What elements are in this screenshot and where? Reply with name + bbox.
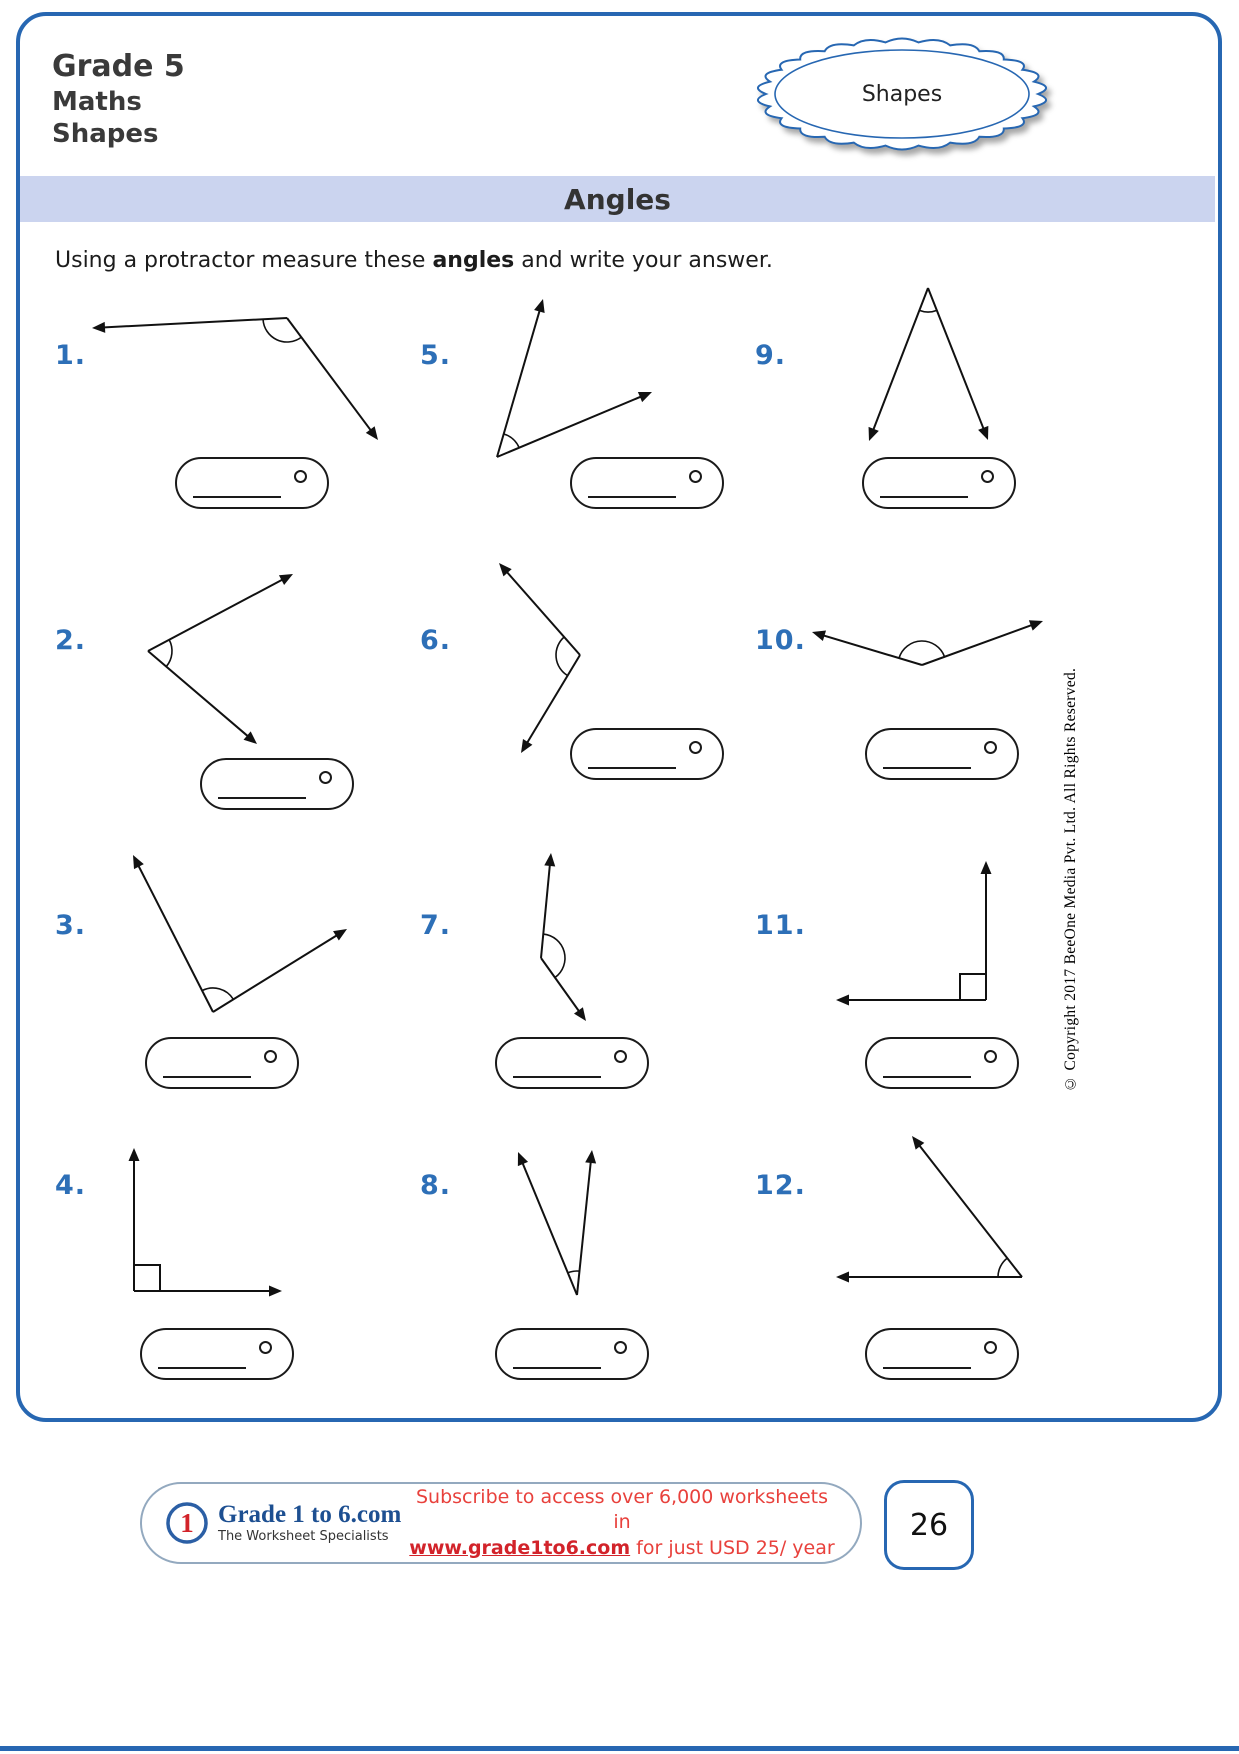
answer-blank	[495, 1037, 649, 1089]
degree-icon	[614, 1341, 627, 1354]
angle-item	[405, 560, 765, 835]
degree-icon	[984, 741, 997, 754]
angle-item	[405, 1130, 765, 1405]
answer-line	[158, 1367, 246, 1369]
answer-blank	[200, 758, 354, 810]
logo-name: Grade 1 to 6.com	[218, 1501, 402, 1529]
topic-label: Shapes	[52, 119, 159, 149]
angle-item	[750, 560, 1110, 835]
answer-blank	[865, 728, 1019, 780]
grade1to6-logo-icon	[164, 1500, 210, 1546]
answer-line	[163, 1076, 251, 1078]
item-number: 3.	[55, 910, 87, 941]
item-number: 2.	[55, 625, 87, 656]
answer-blank	[145, 1037, 299, 1089]
answer-line	[883, 1076, 971, 1078]
instruction-bold-word: angles	[432, 248, 515, 273]
footer-box	[140, 1482, 862, 1564]
angle-item	[405, 845, 765, 1120]
grade-label: Grade 5	[52, 49, 185, 84]
subscribe-rest: for just USD 25/ year	[630, 1536, 835, 1559]
answer-line	[193, 496, 281, 498]
angle-item	[40, 1130, 400, 1405]
bottom-edge-bar	[0, 1746, 1239, 1751]
grade1to6-logo	[164, 1500, 401, 1546]
angle-item	[40, 560, 400, 835]
page-title: Angles	[564, 182, 671, 216]
answer-blank	[865, 1037, 1019, 1089]
item-number: 11.	[755, 910, 806, 941]
subscribe-line1: Subscribe to access over 6,000 worksheets in	[415, 1485, 829, 1534]
grade1to6-link[interactable]: www.grade1to6.com	[409, 1536, 631, 1559]
answer-blank	[175, 457, 329, 509]
answer-line	[218, 797, 306, 799]
item-number: 6.	[420, 625, 452, 656]
item-number: 1.	[55, 340, 87, 371]
degree-icon	[984, 1341, 997, 1354]
page-number-box	[884, 1480, 974, 1570]
badge-label: Shapes	[861, 81, 943, 107]
angle-item	[40, 285, 400, 560]
angle-figure	[750, 560, 1110, 835]
degree-icon	[319, 771, 332, 784]
answer-blank	[865, 1328, 1019, 1380]
item-number: 12.	[755, 1170, 806, 1201]
answer-line	[588, 496, 676, 498]
angle-figure	[750, 285, 1110, 560]
subject-label: Maths	[52, 86, 142, 117]
svg-text:1: 1	[180, 1508, 194, 1538]
angle-item	[405, 285, 765, 560]
item-number: 10.	[755, 625, 806, 656]
angle-figure	[405, 285, 765, 560]
page-number: 26	[909, 1507, 949, 1543]
item-number: 7.	[420, 910, 452, 941]
degree-icon	[689, 741, 702, 754]
answer-blank	[862, 457, 1016, 509]
answer-line	[513, 1076, 601, 1078]
item-number: 4.	[55, 1170, 87, 1201]
answer-line	[880, 496, 968, 498]
degree-icon	[689, 470, 702, 483]
angle-item	[40, 845, 400, 1120]
angle-item	[750, 1130, 1110, 1405]
answer-line	[883, 1367, 971, 1369]
answer-blank	[570, 728, 724, 780]
instruction-post: and write your answer.	[514, 248, 773, 273]
answer-blank	[570, 457, 724, 509]
item-number: 5.	[420, 340, 452, 371]
item-number: 8.	[420, 1170, 452, 1201]
degree-icon	[984, 1050, 997, 1063]
angle-item	[750, 845, 1110, 1120]
angle-figure	[40, 285, 400, 560]
item-number: 9.	[755, 340, 787, 371]
degree-icon	[259, 1341, 272, 1354]
degree-icon	[614, 1050, 627, 1063]
answer-line	[588, 767, 676, 769]
angle-figure	[405, 560, 765, 835]
answer-line	[883, 767, 971, 769]
degree-icon	[294, 470, 307, 483]
angle-item	[750, 285, 1110, 560]
logo-tagline: The Worksheet Specialists	[218, 1528, 389, 1544]
copyright-text: © Copyright 2017 BeeOne Media Pvt. Ltd. All Rights Reserved.	[1062, 667, 1079, 1092]
instruction-pre: Using a protractor measure these	[55, 248, 433, 273]
subscribe-text	[406, 1485, 838, 1562]
answer-line	[513, 1367, 601, 1369]
answer-blank	[140, 1328, 294, 1380]
degree-icon	[981, 470, 994, 483]
answer-blank	[495, 1328, 649, 1380]
degree-icon	[264, 1050, 277, 1063]
